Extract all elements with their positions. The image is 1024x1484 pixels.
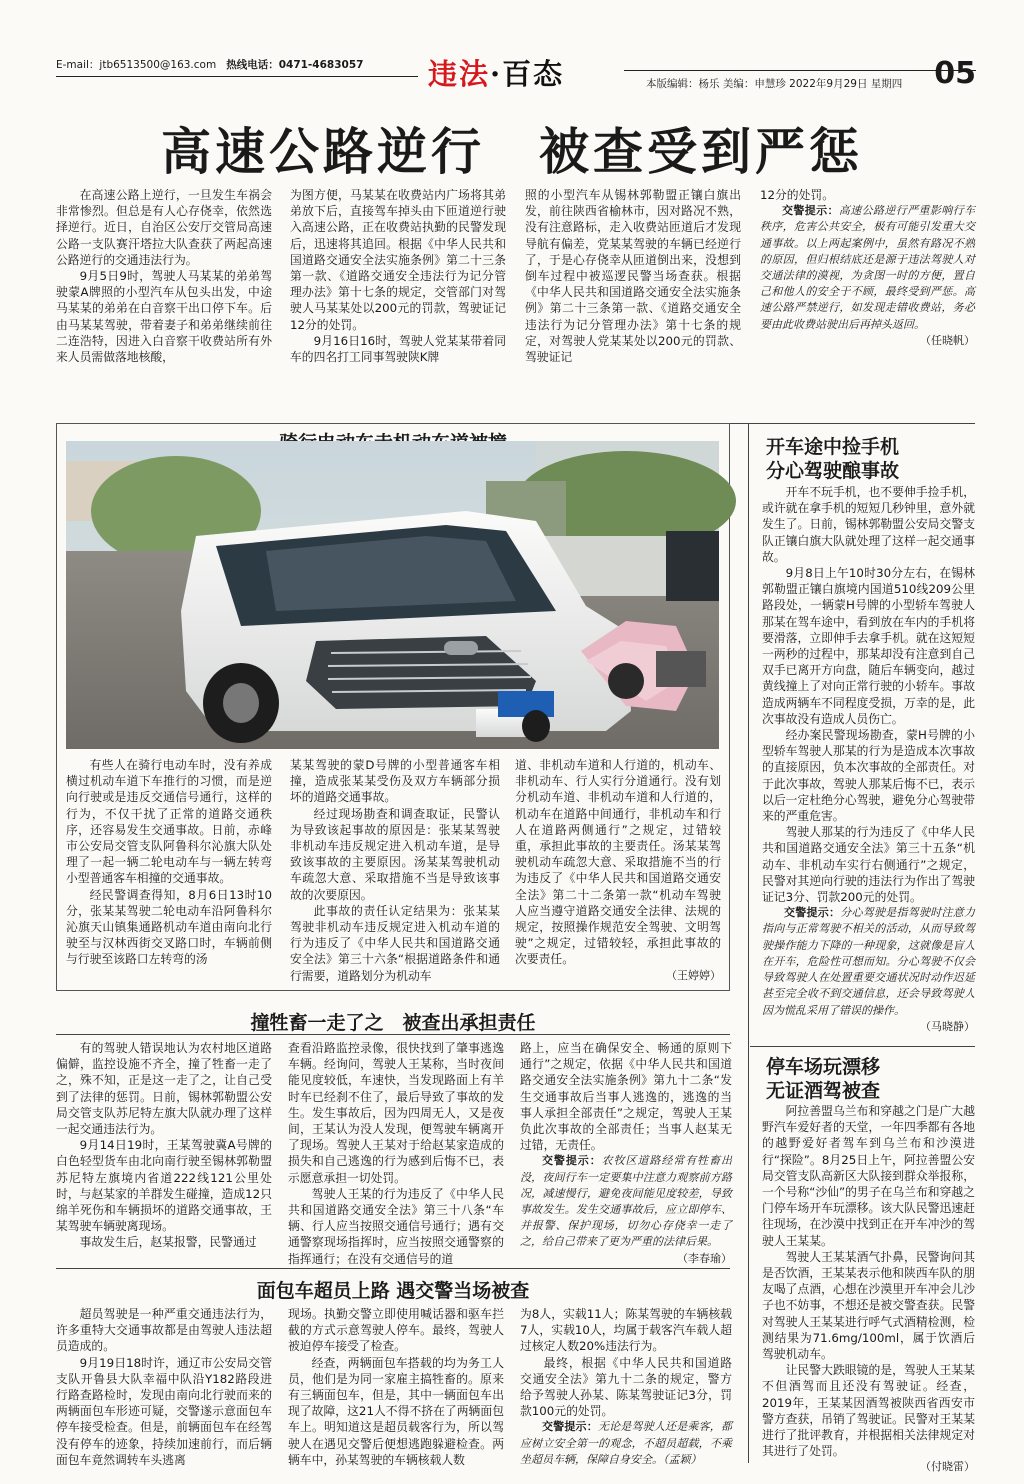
paragraph: 9月16日16时，驾驶人党某某带着同车的四名打工同事驾驶陕K牌 bbox=[290, 333, 506, 365]
article4-col1 bbox=[56, 1040, 272, 1262]
author: （王婷婷） bbox=[666, 968, 721, 982]
paragraph: 9月8日上午10时30分左右，在锡林郭勒盟正镶白旗境内国道510线209公里路段处，一辆蒙H号牌的小型轿车驾驶人那某在驾车途中，看到放在车内的手机将要滑落，立即伸手去拿手机。就在这短短一两秒的过程中，那某却没有注意到自己双手已离开方向盘，随后车辆变向，越过黄线撞上了对向正常行驶的小轿车。事故造成两辆车不同程度受损，万幸的是，此次事故没有造成人员伤亡。 bbox=[762, 566, 975, 726]
article6-title-line2: 无证酒驾被查 bbox=[766, 1080, 881, 1102]
author: （任晓帆） bbox=[920, 333, 975, 347]
article1-col4 bbox=[760, 187, 975, 417]
article5-col1 bbox=[56, 1306, 272, 1466]
section-name-red: 违法 bbox=[428, 57, 491, 91]
section-name-black: 百态 bbox=[502, 57, 565, 91]
license-plate bbox=[498, 691, 554, 717]
paragraph: 9月19日18时许，通辽市公安局交管支队开鲁县大队幸福中队沿Y182路段进行路查路检时，发现由南向北行驶而来的两辆面包车形迹可疑，交警遂示意面包车停车接受检查。但是，前辆面包车在经驾没有停车的迹象，持续加速前行，而后辆面包车竟然调转车头逃离 bbox=[56, 1355, 272, 1467]
paragraph: 为8人，实载11人；陈某驾驶的车辆核载7人，实载10人，均属于载客汽车载人超过核定人数20%违法行为。 bbox=[520, 1307, 732, 1354]
tip-text: 农牧区道路经常有牲畜出没，夜间行车一定要集中注意力观察前方路况，减速慢行，避免夜间能见度较差，导致事故发生。发生交通事故后，应立即停车、并报警、保护现场，切勿心存侥幸一走了之，给自己带来了更为严重的法律后果。 bbox=[520, 1154, 733, 1249]
paragraph: 阿拉善盟乌兰布和穿越之门是广大越野汽车爱好者的天堂，一年四季都有各地的越野爱好者驾车到乌兰布和沙漠进行“探险”。8月25日上午，阿拉善盟公安局交管支队高新区大队接到群众举报称，一个号称“沙仙”的男子在乌兰布和穿越之门停车场开车玩漂移。该大队民警迅速赶往现场，在沙漠中找到正在开车冲沙的驾驶人王某某。 bbox=[762, 1104, 975, 1248]
tip-label: 交警提示： bbox=[542, 1154, 602, 1168]
paragraph: 此事故的责任认定结果为：张某某驾驶非机动车违反规定进入机动车道的行为违反了《中华人民共和国道路交通安全法》第三十六条“根据道路条件和通行需要，道路划分为机动车 bbox=[290, 903, 500, 983]
paragraph: 道、非机动车道和人行道的，机动车、非机动车、行人实行分道通行。没有划分机动车道、非机动车道和人行道的，机动车在道路中间通行，非机动车和行人在道路两侧通行”之规定，过错较重，承担此事故的主要责任。汤某某驾驶机动车疏忽大意、采取措施不当的行为违反了《中华人民共和国道路交通安全法》第二十二条第一款“机动车驾驶人应当遵守道路交通安全法律、法规的规定，按照操作规范安全驾驶、文明驾驶”之规定，过错较轻，承担此事故的次要责任。 bbox=[515, 758, 721, 967]
article5-title: 面包车超员上路 遇交警当场被查 bbox=[256, 1280, 530, 1302]
traffic-tip bbox=[520, 1419, 732, 1468]
traffic-tip bbox=[762, 905, 975, 1018]
tip-label: 交警提示： bbox=[542, 1420, 598, 1434]
divider bbox=[750, 1046, 975, 1047]
article2-col2 bbox=[290, 757, 500, 983]
paragraph: 路上，应当在确保安全、畅通的原则下通行”之规定，依据《中华人民共和国道路交通安全法实施条例》第九十二条“发生交通事故后当事人逃逸的，逃逸的当事人承担全部责任”之规定，驾驶人王某负此次事故的全部责任；当事人赵某无过错，无责任。 bbox=[520, 1041, 732, 1153]
paragraph: 12分的处罚。 bbox=[760, 188, 834, 202]
paragraph: 最终，根据《中华人民共和国道路交通安全法》第九十二条的规定，警方给予驾驶人孙某、陈某驾驶证记3分，罚款100元的处罚。 bbox=[520, 1355, 732, 1419]
main-headline: 高速公路逆行 被查受到严惩 bbox=[161, 122, 863, 181]
contact-line bbox=[56, 57, 363, 72]
paragraph: 超员驾驶是一种严重交通违法行为，许多重特大交通事故都是由驾驶人违法超员造成的。 bbox=[56, 1307, 272, 1354]
email-text: E-mail：jtb6513500@163.com bbox=[56, 59, 217, 71]
traffic-tip bbox=[520, 1153, 732, 1250]
divider bbox=[56, 1268, 730, 1269]
paragraph: 经民警调查得知，8月6日13时10分，张某某驾驶二轮电动车沿阿鲁科尔沁旗天山镇集通路机动车道由南向北行驶至与汉林西街交叉路口时，车辆前侧与行驶至该路口左转弯的汤 bbox=[66, 887, 272, 967]
article6-title-line1: 停车场玩漂移 bbox=[766, 1056, 881, 1078]
paragraph: 有的驾驶人错误地认为农村地区道路偏僻，监控设施不齐全，撞了牲畜一走了之，殊不知，正是这一走了之，让自己受到了法律的惩罚。日前，锡林郭勒盟公安局交管支队苏尼特左旗大队就办理了这样一起交通违法行为。 bbox=[56, 1041, 272, 1137]
divider bbox=[56, 1034, 730, 1035]
article1-col1 bbox=[56, 187, 272, 417]
author: （马晓静） bbox=[920, 1019, 975, 1033]
article4-col2 bbox=[288, 1040, 504, 1266]
article5-col3 bbox=[520, 1306, 732, 1466]
masthead bbox=[56, 50, 976, 100]
accident-photo bbox=[66, 441, 719, 749]
article4-col3 bbox=[520, 1040, 733, 1265]
paragraph: 让民警大跌眼镜的是，驾驶人王某某不但酒驾而且还没有驾驶证。经查，2019年，王某某因酒驾被陕西省西安市警方查获，吊销了驾驶证。民警对王某某进行了批评教育，并根据相关法律规定对其进行了处罚。 bbox=[762, 1363, 975, 1459]
author: （孟颖） bbox=[663, 1452, 702, 1466]
section-dot: · bbox=[490, 57, 503, 91]
tip-text: 高速公路逆行严重影响行车秩序，危害公共安全，极有可能引发重大交通事故。以上两起案例中，虽然有路况不熟的原因，但归根结底还是源于违法驾驶人对交通法律的漠视，为贪图一时的方便，置自己和他人的安全于不顾，最终受到严惩。高速公路严禁逆行，如发现走错收费站，务必要由此收费站驶出后再掉头返回。 bbox=[760, 204, 975, 331]
hotline-text: 热线电话：0471-4683057 bbox=[226, 59, 364, 71]
paragraph: 9月14日19时，王某驾驶冀A号牌的白色轻型货车由北向南行驶至锡林郭勒盟苏尼特左旗境内省道222线121公里处时，与赵某家的羊群发生碰撞，造成12只绵羊死伤和车辆损坏的道路交通事故，王某驾驶车辆驶离现场。 bbox=[56, 1138, 272, 1234]
column-divider bbox=[748, 423, 749, 1463]
author: （李春瑜） bbox=[677, 1251, 732, 1265]
paragraph: 驾驶人那某的行为违反了《中华人民共和国道路交通安全法》第三十五条“机动车、非机动车实行右侧通行”之规定，民警对其逆向行驶的违法行为作出了驾驶证记3分、罚款200元的处罚。 bbox=[762, 825, 975, 905]
accident-photo-svg bbox=[66, 441, 719, 749]
paragraph: 驾驶人王某的行为违反了《中华人民共和国道路交通安全法》第三十八条“车辆、行人应当按照交通信号通行；遇有交通警察现场指挥时，应当按照交通警察的指挥通行；在没有交通信号的道 bbox=[288, 1186, 504, 1266]
paragraph: 经查，两辆面包车搭载的均为务工人员，他们是为同一家雇主搞牲畜的。原来有三辆面包车，但是，其中一辆面包车出现了故障，这21人不得不挤在了两辆面包车上。明知道这是超员载客行为，所以驾驶人在遇见交警后便想逃跑躲避检查。两辆车中，孙某驾驶的车辆核载人数 bbox=[288, 1355, 504, 1467]
paragraph: 9月5日9时，驾驶人马某某的弟弟驾驶蒙A牌照的小型汽车从包头出发，中途马某某的弟弟在白音察干出口停下车。后由马某某驾驶，带着妻子和弟弟继续前往二连浩特，因进入白音察干收费站所有外来人员需做落地核酸， bbox=[56, 269, 272, 365]
article1-col3 bbox=[525, 187, 741, 417]
paragraph: 开车不玩手机，也不要伸手捡手机，或许就在拿手机的短短几秒钟里，意外就发生了。日前，锡林郭勒盟公安局交警支队正镶白旗大队就处理了这样一起交通事故。 bbox=[762, 485, 975, 564]
paragraph: 为图方便，马某某在收费站内广场将其弟弟放下后，直接驾车掉头由下匝道逆行驶入高速公路，正在收费站执勤的民警发现后，迅速将其追回。根据《中华人民共和国道路交通安全法实施条例》第二十三条第一款、《道路交通安全违法行为记分管理办法》第十七条的规定，交管部门对驾驶人马某某处以200元的罚款，驾驶证记12分的处罚。 bbox=[290, 188, 506, 332]
paragraph: 现场。执勤交警立即使用喊话器和驱车拦截的方式示意驾驶人停车。最终，驾驶人被迫停车接受了检查。 bbox=[288, 1307, 504, 1354]
masthead-rule-right bbox=[624, 70, 976, 71]
author: （付晓雷） bbox=[920, 1460, 975, 1474]
article4-title: 撞牲畜一走了之 被查出承担责任 bbox=[250, 1012, 536, 1034]
paragraph: 查看沿路监控录像，很快找到了肇事逃逸车辆。经询问，驾驶人王某称，当时夜间能见度较低，车速快，当发现路面上有羊时车已经刹不住了，最后导致了事故的发生。发生事故后，因为四周无人，又是夜间，王某认为没人发现，便驾驶车辆离开了现场。驾驶人王某对于给赵某家造成的损失和自己逃逸的行为感到后悔不已，表示愿意承担一切处罚。 bbox=[288, 1041, 504, 1185]
article2-col3 bbox=[515, 757, 721, 982]
article6-body bbox=[762, 1103, 975, 1474]
tip-label: 交警提示： bbox=[782, 204, 839, 218]
paragraph: 在高速公路上逆行，一旦发生车祸会非常惨烈。但总是有人心存侥幸，依然选择逆行。近日，自治区公安厅交管局高速公路一支队赛汗塔拉大队查获了两起高速公路逆行的交通违法行为。 bbox=[56, 188, 272, 267]
traffic-tip bbox=[760, 203, 975, 333]
paragraph: 经过现场勘查和调查取证，民警认为导致该起事故的原因是：张某某驾驶非机动车违反规定进入机动车道，是导致该事故的主要原因。汤某某驾驶机动车疏忽大意、采取措施不当是导致该事故的次要原因。 bbox=[290, 806, 500, 902]
paragraph: 有些人在骑行电动车时，没有养成横过机动车道下车推行的习惯，而是逆向行驶或是违反交通信号通行，这样的行为，不仅干扰了正常的道路交通秩序，还容易发生交通事故。日前，赤峰市公安局交管支队阿鲁科尔沁旗大队处理了一起一辆二轮电动车与一辆左转弯小型普通客车相撞的交通事故。 bbox=[66, 758, 272, 886]
editors-line: 本版编辑：杨乐 美编：申慧珍 2022年9月29日 星期四 bbox=[646, 78, 903, 90]
article3-body bbox=[762, 484, 975, 1040]
paragraph: 经办案民警现场勘查，蒙H号牌的小型轿车驾驶人那某的行为是造成本次事故的直接原因，负本次事故的全部责任。对于此次事故，驾驶人那某后悔不已，表示以后一定杜绝分心驾驶，避免分心驾驶带来的严重危害。 bbox=[762, 728, 975, 824]
article3-title-line1: 开车途中捡手机 bbox=[766, 436, 900, 458]
paragraph: 某某驾驶的蒙D号牌的小型普通客车相撞，造成张某某受伤及双方车辆部分损坏的道路交通事故。 bbox=[290, 758, 500, 805]
article3-title-line2: 分心驾驶酿事故 bbox=[766, 460, 900, 482]
masthead-rule-left bbox=[56, 76, 418, 77]
tip-text: 分心驾驶是指驾驶时注意力指向与正常驾驶不相关的活动，从而导致驾驶操作能力下降的一种现象，这就像是盲人在开车，危险性可想而知。分心驾驶不仅会导致驾驶人在处置重要交通状况时动作迟延甚至完全收不到交通信息，还会导致驾驶人因为慌乱采用了错误的操作。 bbox=[762, 906, 975, 1017]
paragraph: 事故发生后，赵某报警，民警通过 bbox=[79, 1235, 257, 1250]
section-name bbox=[428, 52, 564, 93]
paragraph: 驾驶人王某某酒气扑鼻，民警询问其是否饮酒，王某某表示他和陕西车队的朋友喝了点酒，心想在沙漠里开车冲会儿沙子也不妨事，不想还是被交警查获。民警对驾驶人王某某进行呼气式酒精检测，检测结果为71.6mg/100ml，属于饮酒后驾驶机动车。 bbox=[762, 1249, 975, 1362]
page-number: 05 bbox=[934, 56, 976, 91]
tip-label: 交警提示： bbox=[784, 906, 841, 920]
article5-col2 bbox=[288, 1306, 504, 1466]
article1-col2 bbox=[290, 187, 506, 417]
tip-text: 无论是驾驶人还是乘客，都应树立安全第一的观念，不超员超载，不乘坐超员车辆，保障自身安全。 bbox=[520, 1420, 732, 1466]
paragraph: 照的小型汽车从锡林郭勒盟正镶白旗出发，前往陕西省榆林市，因对路况不熟，没有注意路标，走入收费站匝道后才发现导航有偏差，党某某驾驶的车辆已经逆行了，于是心存侥幸从匝道倒出来，没想到倒车过程中被巡逻民警当场查获。根据《中华人民共和国道路交通安全法实施条例》第二十三条第一款、《道路交通安全违法行为记分管理办法》第十七条的规定，对驾驶人党某某处以200元的罚款、驾驶证记 bbox=[525, 188, 741, 365]
article2-col1 bbox=[66, 757, 272, 973]
